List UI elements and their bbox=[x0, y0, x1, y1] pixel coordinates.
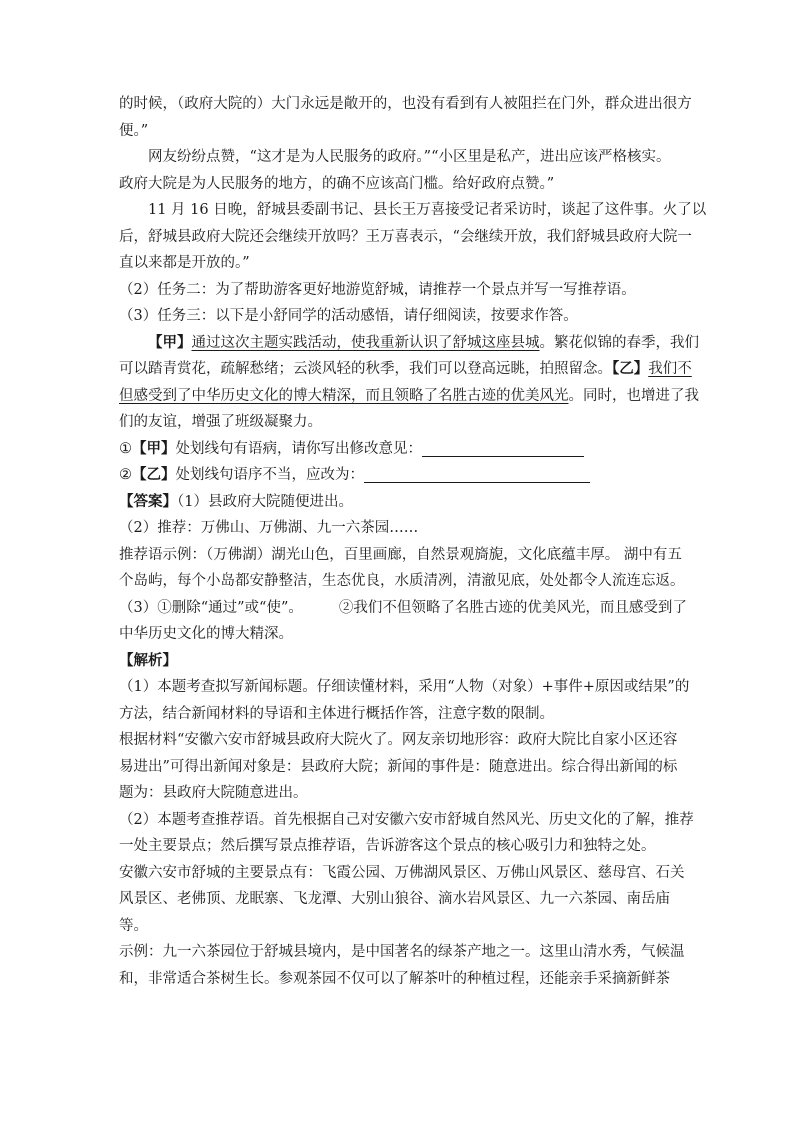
jia-line2: 可以踏青赏花，疏解愁绪；云淡风轻的秋季，我们可以登高远眺，拍照留念。 bbox=[119, 361, 612, 377]
question-number: ① bbox=[119, 440, 132, 457]
question-one bbox=[119, 436, 679, 463]
jia-rest: 。繁花似锦的春季，我们 bbox=[539, 334, 699, 351]
jia-paragraph-line bbox=[119, 330, 699, 357]
question-tag: 【甲】 bbox=[132, 439, 176, 457]
yi-rest: 。同时，也增进了我 bbox=[568, 387, 699, 404]
answer-part: ②我们不但领略了名胜古迹的优美风光，而且感受到了 bbox=[338, 599, 687, 616]
yi-tag: 【乙】 bbox=[612, 360, 649, 377]
text-line: 便。” bbox=[119, 122, 149, 139]
analysis-line: 等。 bbox=[119, 917, 148, 934]
answer-blank[interactable] bbox=[364, 466, 590, 483]
analysis-line: （2）本题考查推荐语。首先根据自己对安徽六安市舒城自然风光、历史文化的了解，推荐 bbox=[119, 811, 694, 828]
jia-underlined-sentence: 通过这次主题实践活动，使我重新认识了舒城这座县城 bbox=[191, 334, 540, 351]
text-line: 的时候，（政府大院的）大门永远是敞开的，也没有看到有人被阻拦在门外，群众进出很方 bbox=[119, 96, 692, 112]
analysis-line: 题为：县政府大院随意进出。 bbox=[119, 785, 308, 801]
analysis-line: 安徽六安市舒城的主要景点有：飞霞公园、万佛湖风景区、万佛山风景区、慈母宫、石关 bbox=[119, 864, 685, 881]
answer-tag: 【答案】 bbox=[119, 492, 177, 510]
jia-paragraph-line: 们的友谊，增强了班级凝聚力。 bbox=[119, 414, 322, 430]
answer-text: （1）县政府大院随便进出。 bbox=[177, 493, 353, 510]
analysis-line: 风景区、老佛顶、龙眠寨、飞龙潭、大别山狼谷、滴水岩风景区、九一六茶园、南岳庙 bbox=[119, 891, 670, 907]
task-two-line: （2）任务二：为了帮助游客更好地游览舒城，请推荐一个景点并写一写推荐语。 bbox=[119, 281, 636, 298]
answer-line bbox=[119, 595, 687, 622]
document-body bbox=[119, 91, 707, 992]
analysis-line: 和，非常适合茶树生长。参观茶园不仅可以了解茶叶的种植过程，还能亲手采摘新鲜茶 bbox=[119, 970, 670, 987]
text-line: 政府大院是为人民服务的地方，的确不应该高门槛。给好政府点赞。” bbox=[119, 175, 555, 192]
answer-line: （2）推荐：万佛山、万佛湖、九一六茶园…… bbox=[119, 520, 419, 536]
analysis-line: （1）本题考查拟写新闻标题。仔细读懂材料，采用“人物（对象）+事件+原因或结果”的 bbox=[119, 679, 690, 695]
analysis-line: 易进出”可得出新闻对象是：县政府大院；新闻的事件是：随意进出。综合得出新闻的标 bbox=[119, 758, 678, 775]
text-line: 网友纷纷点赞，“这才是为人民服务的政府。”“小区里是私产，进出应该严格核实。 bbox=[148, 149, 671, 165]
task-three-line: （3）任务三：以下是小舒同学的活动感悟，请仔细阅读，按要求作答。 bbox=[119, 308, 578, 324]
jia-paragraph-line bbox=[119, 383, 699, 410]
analysis-tag: 【解析】 bbox=[119, 651, 177, 669]
text-line: 直以来都是开放的。” bbox=[119, 255, 250, 271]
question-two bbox=[119, 462, 679, 489]
question-text: 处划线句有语病，请你写出修改意见： bbox=[175, 440, 422, 457]
analysis-line: 根据材料“安徽六安市舒城县政府大院火了。网友亲切地形容：政府大院比自家小区还容 bbox=[119, 732, 678, 748]
analysis-line: 一处主要景点；然后撰写景点推荐语，告诉游客这个景点的核心吸引力和独特之处。 bbox=[119, 838, 656, 854]
answer-line: 中华历史文化的博大精深。 bbox=[119, 626, 293, 642]
yi-underlined-sentence: 但感受到了中华历史文化的博大精深，而且领略了名胜古迹的优美风光 bbox=[119, 387, 569, 404]
analysis-line: 示例：九一六茶园位于舒城县境内，是中国著名的绿茶产地之一。这里山清水秀，气候温 bbox=[119, 944, 685, 960]
answer-line bbox=[119, 489, 679, 516]
jia-paragraph-line bbox=[119, 356, 692, 383]
text-line: 后，舒城县政府大院还会继续开放吗？王万喜表示，“会继续开放，我们舒城县政府大院一 bbox=[119, 228, 692, 245]
answer-blank[interactable] bbox=[422, 440, 584, 457]
analysis-line: 方法，结合新闻材料的导语和主体进行概括作答，注意字数的限制。 bbox=[119, 705, 554, 722]
question-tag: 【乙】 bbox=[132, 466, 176, 483]
question-text: 处划线句语序不当，应改为： bbox=[175, 467, 364, 483]
answer-line: 推荐语示例：（万佛湖）湖光山色，百里画廊，自然景观旖旎，文化底蕴丰厚。 湖中有五 bbox=[119, 546, 682, 563]
text-line: 11 月 16 日晚，舒城县委副书记、县长王万喜接受记者采访时，谈起了这件事。火了以 bbox=[148, 202, 707, 218]
answer-part: （3）①删除“通过”或“使”。 bbox=[119, 599, 303, 616]
jia-tag: 【甲】 bbox=[148, 333, 192, 351]
yi-underlined-start: 我们不 bbox=[648, 361, 692, 377]
answer-line: 个岛屿，每个小岛都安静整洁，生态优良，水质清冽，清澈见底，处处都令人流连忘返。 bbox=[119, 573, 685, 589]
question-number: ② bbox=[119, 467, 132, 483]
